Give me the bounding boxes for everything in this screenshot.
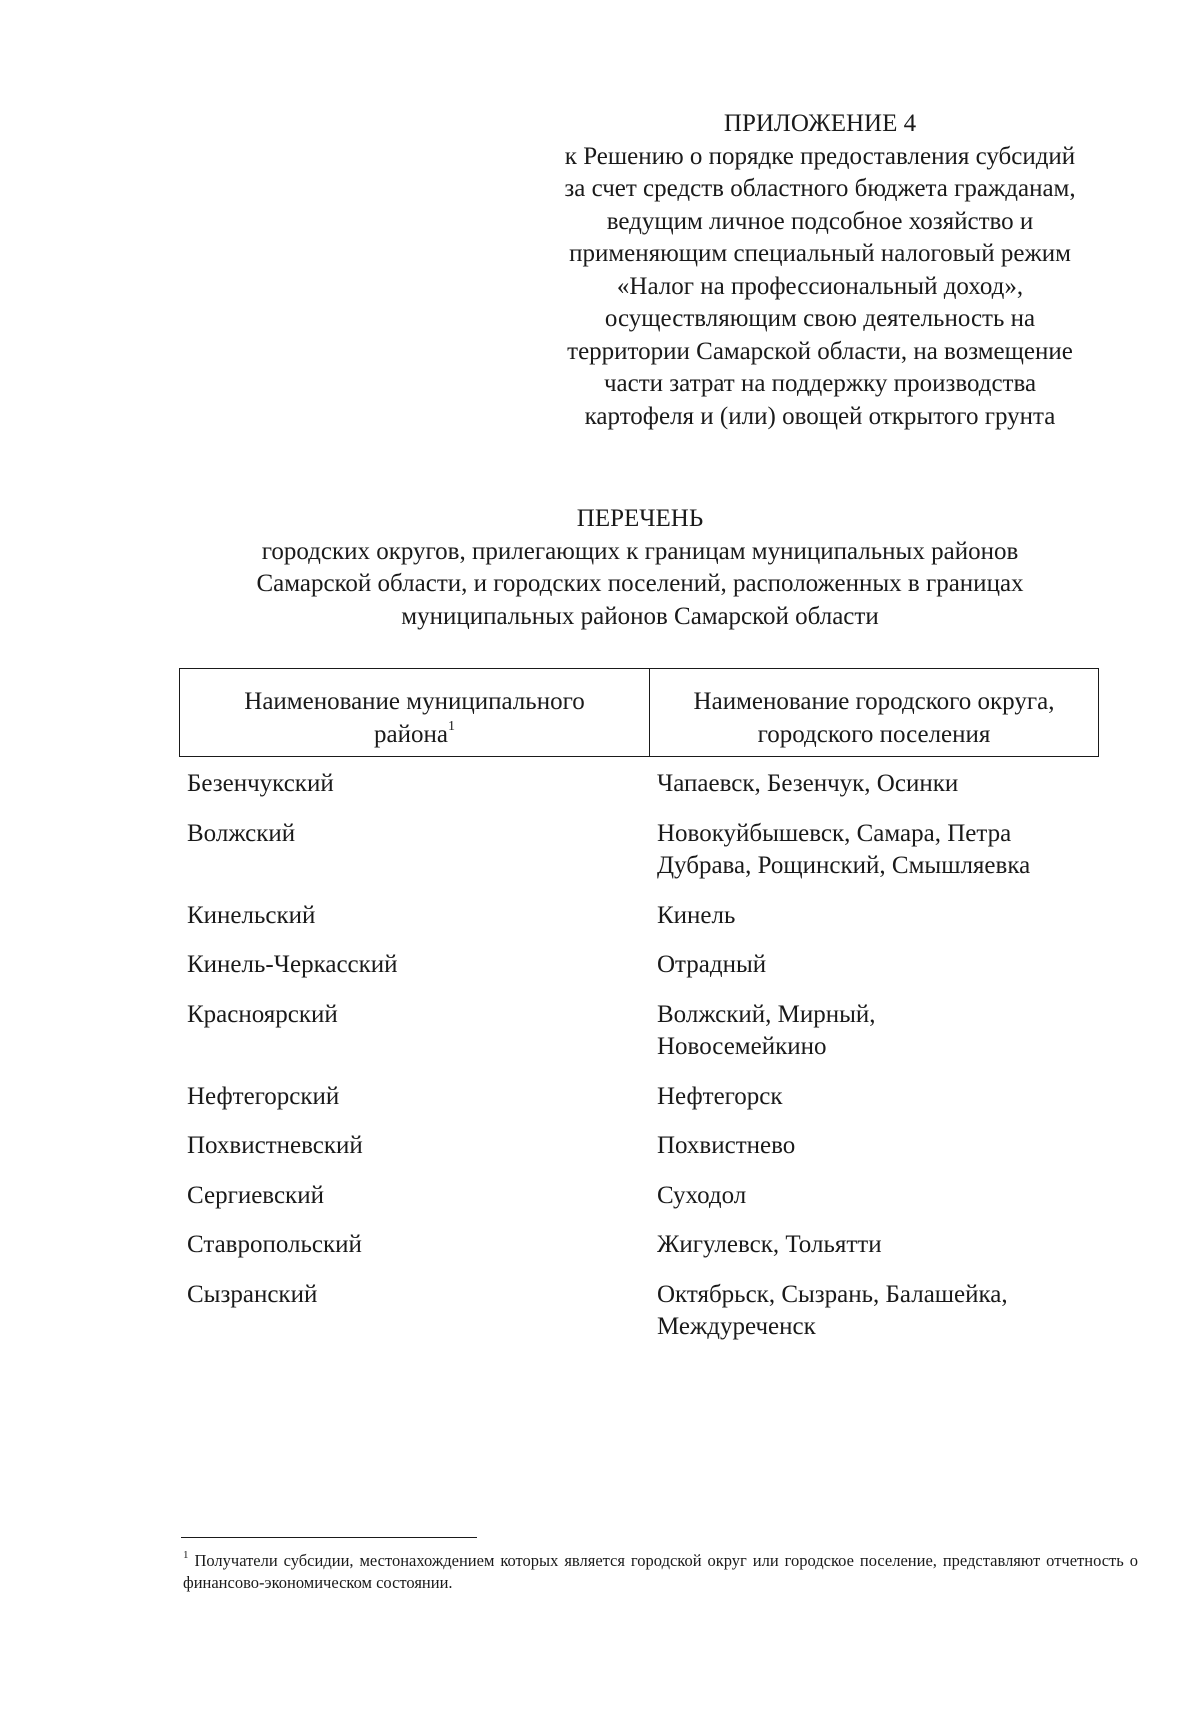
table-row [187, 1180, 1107, 1213]
header-district-line1: Наименование муниципального [244, 688, 585, 715]
district-cell: Сызранский [187, 1280, 318, 1308]
table-row [187, 768, 1107, 801]
footnote-number: 1 [183, 1548, 189, 1561]
settlement-line: Чапаевск, Безенчук, Осинки [657, 770, 959, 797]
settlement-line: Суходол [657, 1181, 747, 1209]
footnote-divider [181, 1537, 477, 1538]
settlement-cell [657, 900, 1107, 933]
table-row [187, 900, 1107, 933]
table-row [187, 949, 1107, 982]
district-cell: Похвистневский [187, 1132, 363, 1159]
header-district-line2 [180, 718, 649, 751]
header-district-word: района [374, 721, 448, 748]
appendix-line: части затрат на поддержку производства [603, 370, 1037, 397]
settlement-line: Междуреченск [657, 1313, 816, 1340]
district-cell: Безенчукский [187, 770, 334, 797]
district-cell: Волжский [187, 819, 296, 847]
appendix-line: применяющим специальный налоговый режим [569, 240, 1071, 267]
appendix-line: картофеля и (или) овощей открытого грунта [584, 402, 1056, 430]
settlement-line: Октябрьск, Сызрань, Балашейка, [657, 1280, 1008, 1308]
table-row [187, 999, 1107, 1064]
table-row [187, 1229, 1107, 1262]
settlement-cell [657, 999, 1107, 1064]
table-row [187, 818, 1107, 883]
list-subtitle-line: Самарской области, и городских поселений, расположенных в границах [256, 570, 1024, 597]
settlement-line: Похвистнево [657, 1132, 796, 1159]
header-district [180, 669, 650, 756]
district-cell: Сергиевский [187, 1181, 324, 1209]
list-subtitle-line: муниципальных районов Самарской области [401, 602, 879, 630]
settlement-line: Нефтегорск [657, 1082, 783, 1110]
settlement-line: Жигулевск, Тольятти [657, 1231, 882, 1258]
appendix-line: территории Самарской области, на возмещение [567, 337, 1073, 365]
settlement-cell [657, 818, 1107, 883]
settlement-line: Новокуйбышевск, Самара, Петра [657, 819, 1012, 847]
table-row [187, 1130, 1107, 1163]
settlement-cell [657, 1279, 1107, 1344]
header-settlement [650, 669, 1098, 756]
appendix-line: к Решению о порядке предоставления субсидий [564, 142, 1076, 170]
list-title-block [150, 503, 1130, 633]
appendix-title: ПРИЛОЖЕНИЕ 4 [723, 110, 917, 137]
district-cell: Красноярский [187, 1000, 338, 1028]
settlement-cell [657, 768, 1107, 801]
settlement-cell [657, 1229, 1107, 1262]
settlement-cell [657, 949, 1107, 982]
list-heading: ПЕРЕЧЕНЬ [576, 505, 704, 532]
footnote [183, 1550, 1138, 1594]
district-cell: Кинель-Черкасский [187, 951, 398, 978]
appendix-line: осуществляющим свою деятельность на [604, 305, 1036, 332]
table-header [179, 668, 1099, 757]
settlement-cell [657, 1130, 1107, 1163]
appendix-block [520, 108, 1120, 433]
table-row [187, 1279, 1107, 1344]
district-cell: Ставропольский [187, 1231, 362, 1258]
settlement-line: Отрадный [657, 951, 767, 978]
district-cell: Нефтегорский [187, 1082, 340, 1110]
district-cell: Кинельский [187, 901, 316, 929]
table-row [187, 1081, 1107, 1114]
settlement-cell [657, 1180, 1107, 1213]
appendix-line: за счет средств областного бюджета гражданам, [564, 175, 1076, 202]
table-body [187, 768, 1107, 1361]
appendix-line: ведущим личное подсобное хозяйство и [606, 207, 1034, 235]
settlement-line: Волжский, Мирный, [657, 1000, 876, 1028]
settlement-line: Дубрава, Рощинский, Смышляевка [657, 852, 1031, 879]
appendix-line: «Налог на профессиональный доход», [616, 272, 1024, 300]
header-settlement-line1: Наименование городского округа, [693, 688, 1055, 715]
header-settlement-line2: городского поселения [757, 721, 991, 748]
settlement-line: Новосемейкино [657, 1033, 827, 1060]
list-subtitle-line: городских округов, прилегающих к границам муниципальных районов [261, 537, 1019, 565]
settlement-line: Кинель [657, 901, 736, 929]
footnote-text: Получатели субсидии, местонахождением которых является городской округ или городское поселение, представляют отчетность о финансово-экономическом состоянии. [183, 1551, 1139, 1592]
settlement-cell [657, 1081, 1107, 1114]
footnote-marker: 1 [447, 718, 455, 734]
